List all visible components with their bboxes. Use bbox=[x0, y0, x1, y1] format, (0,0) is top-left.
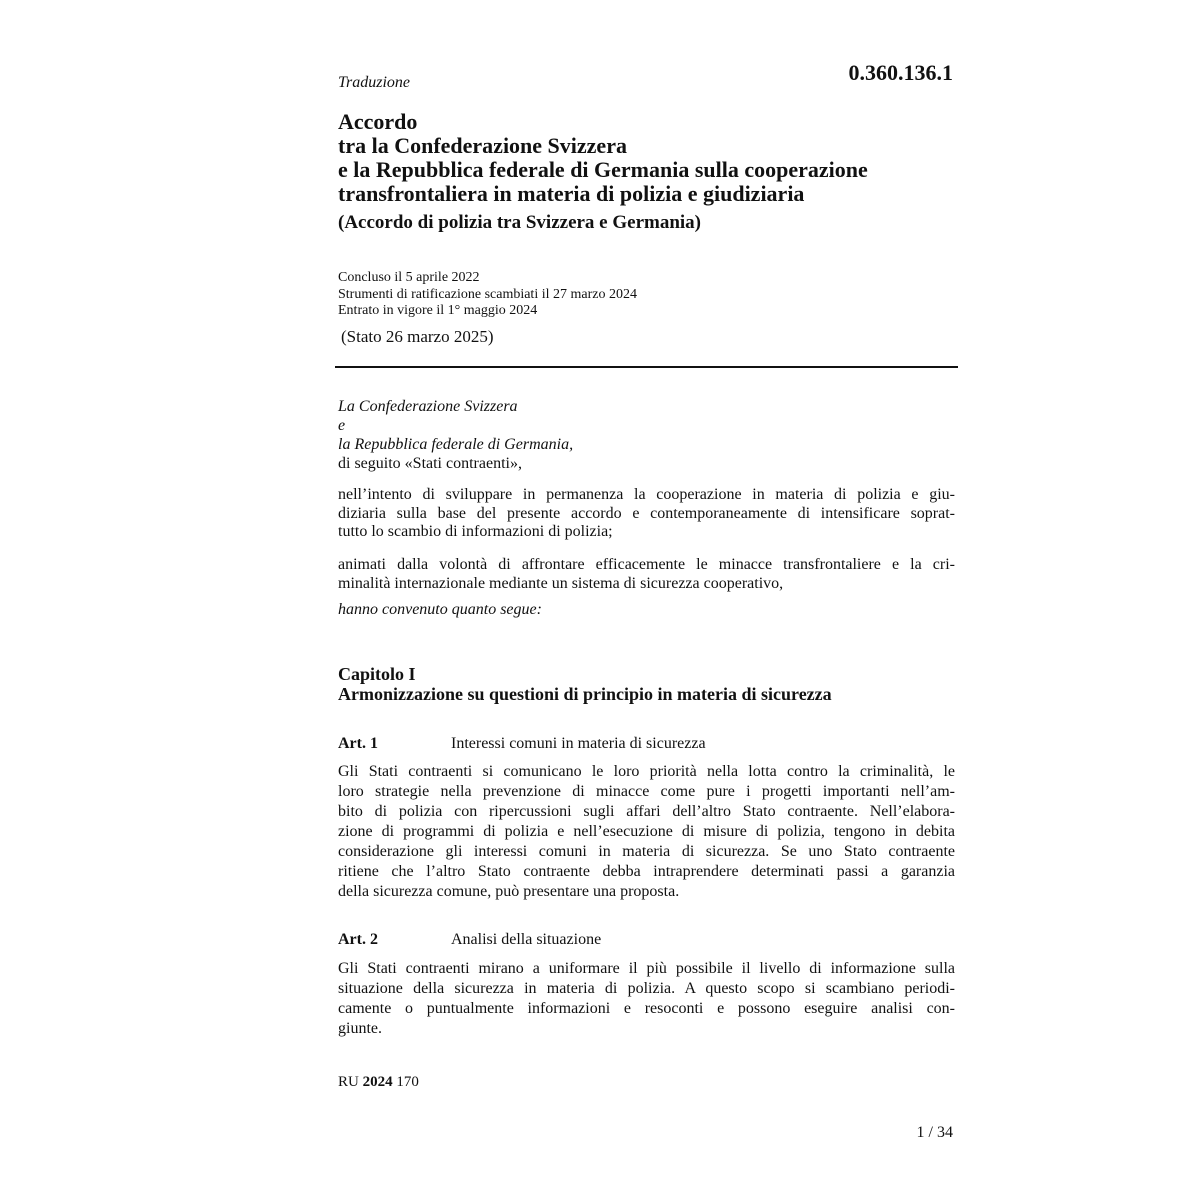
paragraph-line: animati dalla volontà di affrontare efficacemente le minacce transfrontaliere e la cri- bbox=[338, 556, 955, 573]
preamble-paragraph-2 bbox=[338, 556, 955, 593]
body-line: bito di polizia con ripercussioni sugli affari dell’altro Stato contraente. Nell’elabora- bbox=[338, 803, 955, 820]
body-line: Gli Stati contraenti mirano a uniformare il più possibile il livello di informazione sulla bbox=[338, 960, 955, 977]
parties-hereafter: di seguito «Stati contraenti», bbox=[338, 455, 522, 472]
translation-label: Traduzione bbox=[338, 74, 411, 91]
concluded-date: Concluso il 5 aprile 2022 bbox=[338, 270, 480, 285]
article-1-body bbox=[338, 762, 955, 902]
preamble-closing: hanno convenuto quanto segue: bbox=[338, 601, 542, 618]
body-line: situazione della sicurezza in materia di polizia. A questo scopo si scambiano periodi- bbox=[338, 980, 955, 997]
body-line: zione di programmi di polizia e nell’esecuzione di misure di polizia, tengono in debita bbox=[338, 823, 955, 840]
paragraph-line: tutto lo scambio di informazioni di polizia; bbox=[338, 523, 613, 540]
paragraph-line: diziaria sulla base del presente accordo e contemporaneamente di intensificare soprat- bbox=[338, 504, 955, 522]
article-title: Analisi della situazione bbox=[451, 931, 602, 948]
body-line: ritiene che l’altro Stato contraente debba intraprendere determinati passi a garanzia bbox=[338, 863, 955, 880]
official-compilation-reference bbox=[338, 1074, 419, 1091]
status-date: (Stato 26 marzo 2025) bbox=[341, 327, 494, 346]
title-line: e la Repubblica federale di Germania sulla cooperazione bbox=[338, 157, 868, 182]
article-title: Interessi comuni in materia di sicurezza bbox=[451, 735, 706, 752]
title-line: tra la Confederazione Svizzera bbox=[338, 133, 627, 158]
chapter-heading bbox=[338, 664, 832, 704]
ru-page: 170 bbox=[396, 1074, 419, 1090]
document-subtitle: (Accordo di polizia tra Svizzera e Germania) bbox=[338, 212, 702, 233]
ru-prefix: RU bbox=[338, 1074, 359, 1090]
body-line: della sicurezza comune, può presentare una proposta. bbox=[338, 883, 680, 900]
article-number: Art. 2 bbox=[338, 931, 378, 948]
entry-into-force-date: Entrato in vigore il 1° maggio 2024 bbox=[338, 303, 538, 318]
article-1-heading bbox=[338, 735, 706, 753]
title-line: Accordo bbox=[338, 109, 418, 134]
contracting-parties bbox=[338, 397, 573, 473]
title-line: transfrontaliera in materia di polizia e giudiziaria bbox=[338, 181, 805, 206]
body-line: considerazione gli interessi comuni in materia di sicurezza. Se uno Stato contraente bbox=[338, 843, 955, 860]
party-switzerland: La Confederazione Svizzera bbox=[338, 398, 518, 415]
article-number: Art. 1 bbox=[338, 735, 378, 752]
article-2-heading bbox=[338, 931, 601, 949]
horizontal-divider bbox=[335, 366, 958, 368]
paragraph-line: minalità internazionale mediante un sistema di sicurezza cooperativo, bbox=[338, 574, 784, 592]
chapter-title: Armonizzazione su questioni di principio in materia di sicurezza bbox=[338, 684, 832, 704]
page-number: 1 / 34 bbox=[916, 1124, 953, 1141]
preamble-paragraph-1 bbox=[338, 486, 955, 542]
article-2-body bbox=[338, 959, 955, 1039]
chapter-label: Capitolo I bbox=[338, 664, 416, 684]
ru-year: 2024 bbox=[362, 1074, 393, 1090]
body-line: loro strategie nella prevenzione di minacce come pure i progetti importanti nell’am- bbox=[338, 783, 955, 800]
ratification-date: Strumenti di ratificazione scambiati il 27 marzo 2024 bbox=[338, 286, 637, 302]
party-conjunction: e bbox=[338, 417, 346, 434]
body-line: giunte. bbox=[338, 1020, 382, 1037]
document-number: 0.360.136.1 bbox=[848, 60, 953, 85]
document-meta bbox=[338, 270, 637, 320]
party-germany: la Repubblica federale di Germania, bbox=[338, 436, 574, 453]
document-title bbox=[338, 110, 978, 206]
body-line: Gli Stati contraenti si comunicano le loro priorità nella lotta contro la criminalità, le bbox=[338, 763, 955, 780]
body-line: camente o puntualmente informazioni e resoconti e possono eseguire analisi con- bbox=[338, 1000, 955, 1017]
paragraph-line: nell’intento di sviluppare in permanenza la cooperazione in materia di polizia e giu- bbox=[338, 486, 955, 503]
